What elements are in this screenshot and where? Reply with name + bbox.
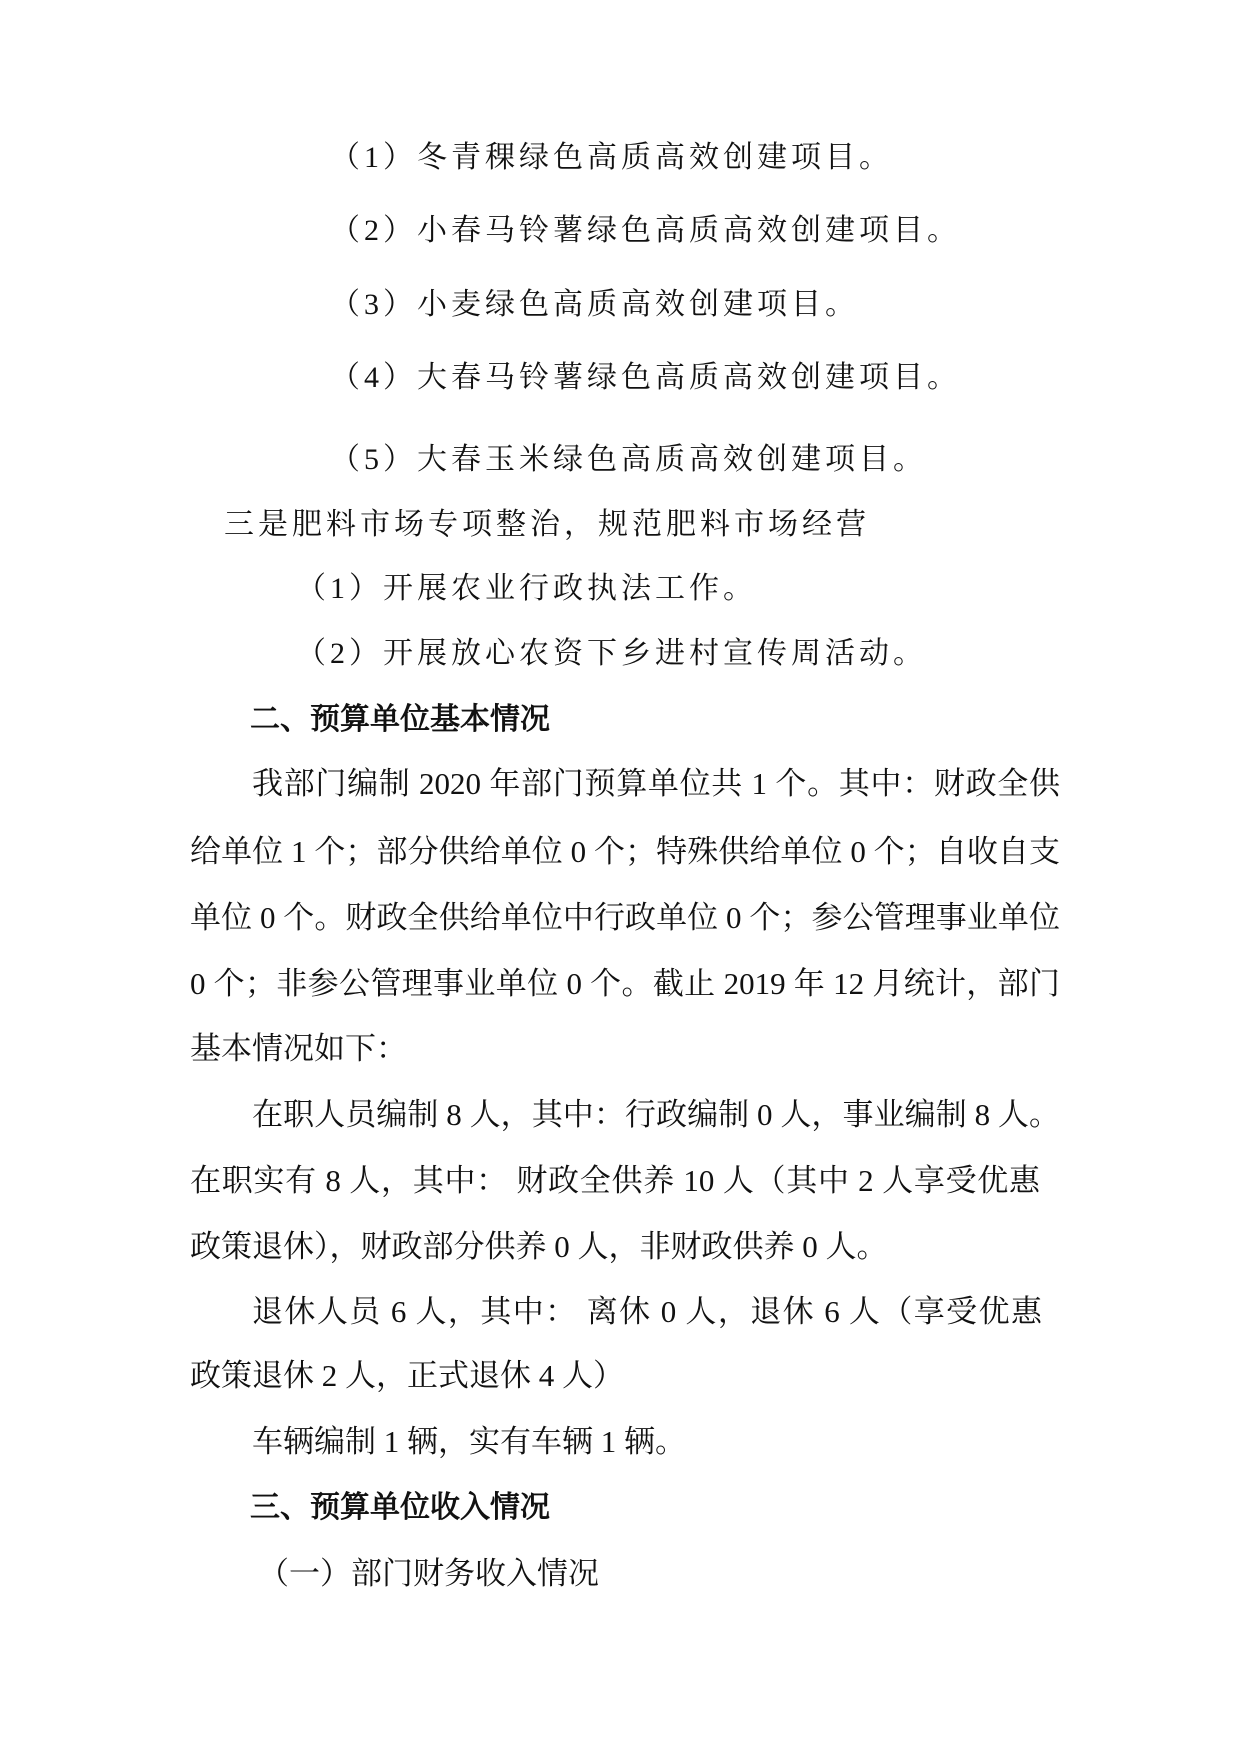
fertilizer-item: （1）开展农业行政执法工作。 [296, 572, 757, 605]
paragraph-line: 在职实有 8 人，其中： 财政全供养 10 人（其中 2 人享受优惠 [190, 1163, 1040, 1198]
paragraph-line: 政策退休），财政部分供养 0 人，非财政供养 0 人。 [190, 1229, 888, 1264]
project-item: （4）大春马铃薯绿色高质高效创建项目。 [330, 361, 961, 394]
paragraph-line: 退休人员 6 人，其中： 离休 0 人，退休 6 人（享受优惠 [252, 1294, 1042, 1329]
project-item: （3）小麦绿色高质高效创建项目。 [330, 288, 859, 321]
section-heading: 三、预算单位收入情况 [250, 1491, 550, 1524]
paragraph-line: 政策退休 2 人，正式退休 4 人） [190, 1358, 624, 1393]
subsection-heading: （一）部门财务收入情况 [258, 1556, 599, 1591]
section-heading: 二、预算单位基本情况 [250, 703, 550, 736]
paragraph-line: 给单位 1 个；部分供给单位 0 个；特殊供给单位 0 个；自收自支 [190, 834, 1060, 869]
project-item: （1）冬青稞绿色高质高效创建项目。 [330, 141, 893, 174]
project-item: （2）小春马铃薯绿色高质高效创建项目。 [330, 214, 961, 247]
fertilizer-item: （2）开展放心农资下乡进村宣传周活动。 [296, 637, 927, 670]
paragraph-line: 车辆编制 1 辆，实有车辆 1 辆。 [252, 1424, 686, 1459]
paragraph-line: 基本情况如下： [190, 1031, 407, 1066]
fertilizer-title: 三是肥料市场专项整治，规范肥料市场经营 [224, 508, 870, 541]
paragraph-line: 在职人员编制 8 人，其中：行政编制 0 人，事业编制 8 人。 [252, 1097, 1060, 1132]
paragraph-line: 我部门编制 2020 年部门预算单位共 1 个。其中：财政全供 [252, 766, 1060, 801]
paragraph-line: 单位 0 个。财政全供给单位中行政单位 0 个；参公管理事业单位 [190, 900, 1060, 935]
project-item: （5）大春玉米绿色高质高效创建项目。 [330, 443, 927, 476]
paragraph-line: 0 个；非参公管理事业单位 0 个。截止 2019 年 12 月统计，部门 [190, 966, 1060, 1001]
